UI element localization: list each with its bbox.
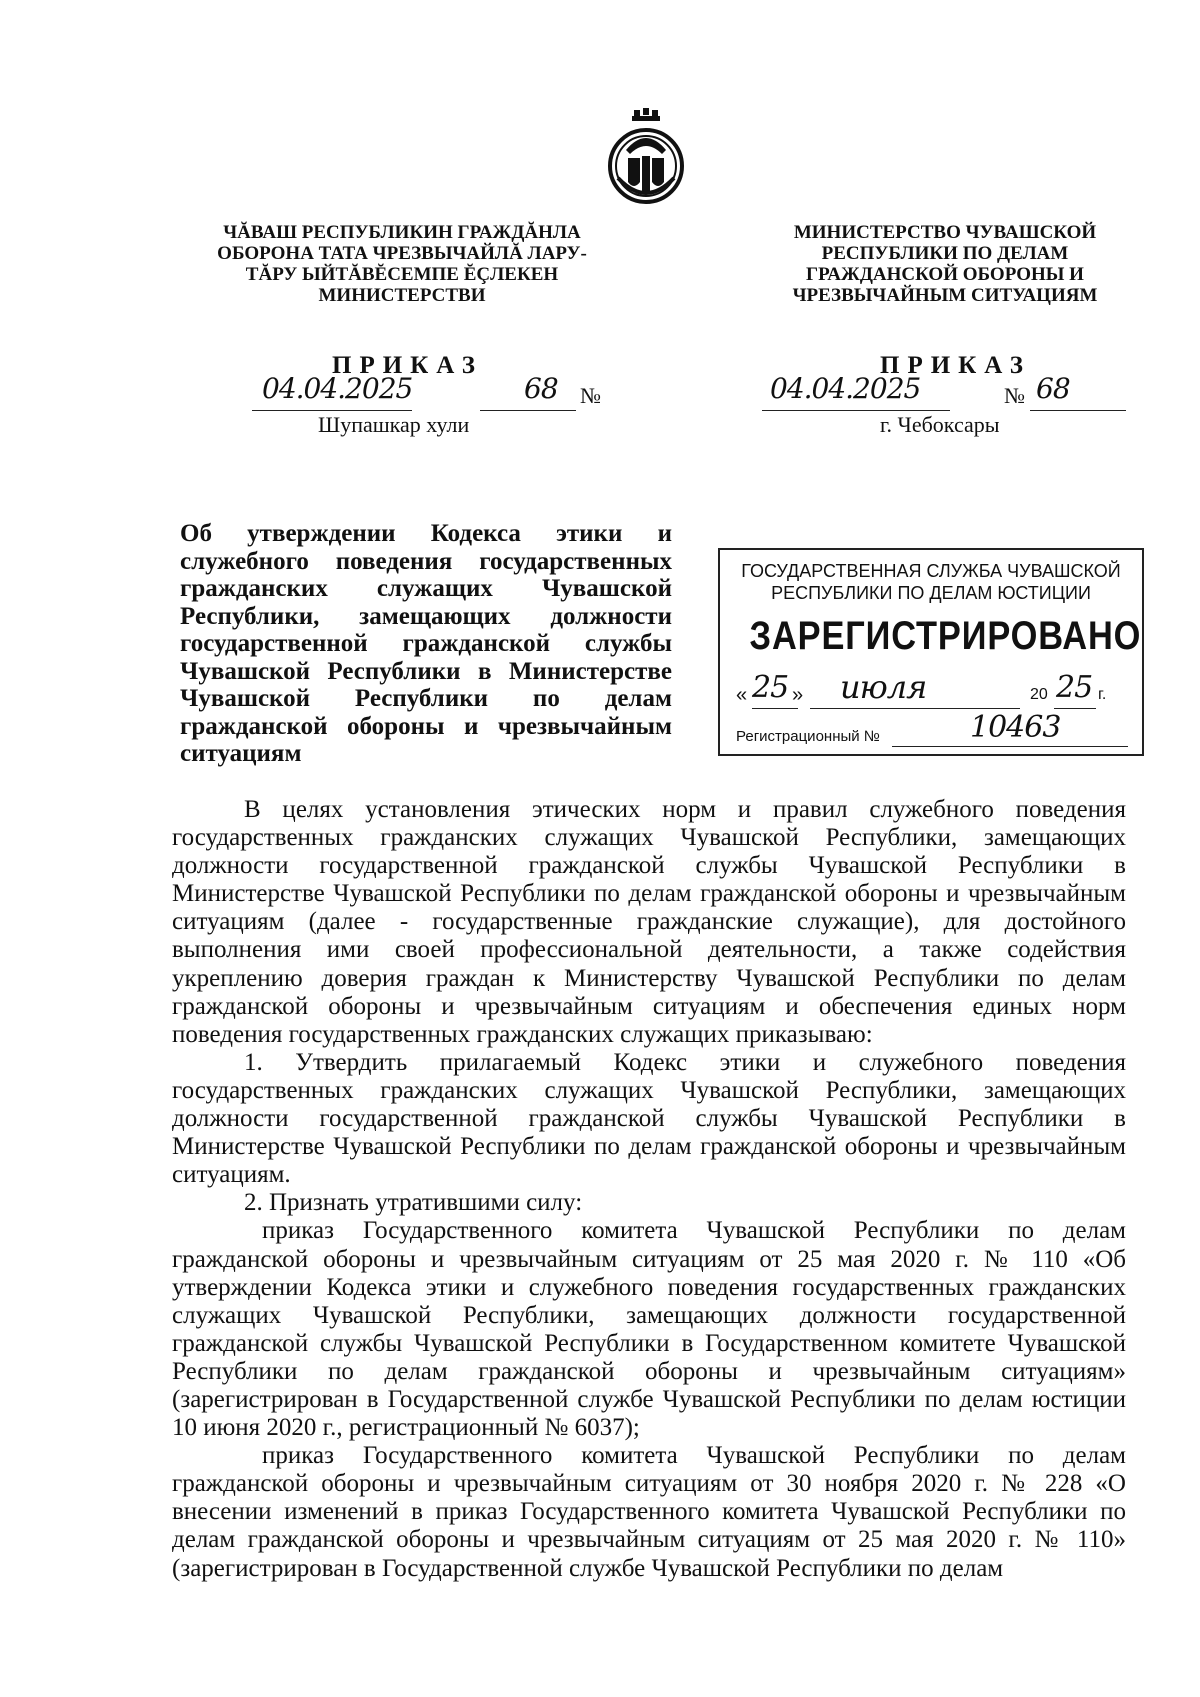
body-paragraph-item-1: 1. Утвердить прилагаемый Кодекс этики и служебного поведения государственных гражданских служащих Чувашской Республики, замещающих должности государственной гражданской службы Чувашской Республики в Министерстве Чувашской Республики по делам гражданской обороны и чрезвычайным ситуациям. xyxy=(172,1048,1126,1189)
stamp-year-prefix: 20 xyxy=(1030,686,1048,703)
handwritten-number-right: 68 xyxy=(1036,372,1070,405)
stamp-reg-label: Регистрационный № xyxy=(736,728,880,745)
handwritten-date-right: 04.04.2025 xyxy=(770,372,921,405)
date-underline-left xyxy=(252,410,412,411)
stamp-year-suffix: 25 xyxy=(1056,670,1093,705)
body-paragraph-repealed-order-2: приказ Государственного комитета Чувашской Республики по делам гражданской обороны и чрезвычайным ситуациям от 30 ноября 2020 г. № 228 «О внесении изменений в приказ Государственного комитета Чувашской Республики по делам гражданской обороны и чрезвычайным ситуациям от 25 мая 2020 г. № 110» (зарегистрирован в Государственной службе Чувашской Республики по делам xyxy=(172,1442,1126,1582)
number-underline-left xyxy=(480,410,576,411)
stamp-status: ЗАРЕГИСТРИРОВАНО xyxy=(749,614,1142,658)
stamp-day-underline xyxy=(752,708,798,709)
body-paragraph-repealed-order-1: приказ Государственного комитета Чувашской Республики по делам гражданской обороны и чрезвычайным ситуациям от 25 мая 2020 г. № 110 «Об утверждении Кодекса этики и служебного поведения государственных гражданских служащих Чувашской Республики, замещающих должности государственной гражданской службы Чувашской Республики в Государственном комитете Чувашской Республики по делам гражданской обороны и чрезвычайным ситуациям» (зарегистрирован в Государственной службе Чувашской Республики по делам юстиции 10 июня 2020 г., регистрационный № 6037); xyxy=(172,1217,1126,1442)
stamp-org-line-1: ГОСУДАРСТВЕННАЯ СЛУЖБА ЧУВАШСКОЙ xyxy=(741,561,1121,581)
city-russian: г. Чебоксары xyxy=(880,412,1000,437)
stamp-reg-underline xyxy=(892,746,1128,747)
document-body xyxy=(172,796,1126,1583)
stamp-year-underline xyxy=(1054,708,1096,709)
stamp-reg-number: 10463 xyxy=(970,710,1061,745)
stamp-month: июля xyxy=(840,668,927,706)
body-paragraph-item-2: 2. Признать утратившими силу: xyxy=(244,1189,583,1217)
stamp-date-row xyxy=(734,668,1134,710)
handwritten-date-left: 04.04.2025 xyxy=(262,372,413,405)
document-subject: Об утверждении Кодекса этики и служебного поведения государственных гражданских служащих Чувашской Республики, замещающих должности государственной гражданской службы Чувашской Республики в Министерстве Чувашской Республики по делам гражданской обороны и чрезвычайным ситуациям xyxy=(180,520,672,767)
stamp-org-line-2: РЕСПУБЛИКИ ПО ДЕЛАМ ЮСТИЦИИ xyxy=(771,583,1091,603)
number-sign-right: № xyxy=(1004,383,1025,408)
stamp-organization xyxy=(720,560,1142,604)
org-name-russian: МИНИСТЕРСТВО ЧУВАШСКОЙ РЕСПУБЛИКИ ПО ДЕЛАМ ГРАЖДАНСКОЙ ОБОРОНЫ И ЧРЕЗВЫЧАЙНЫМ СИТУАЦИЯМ xyxy=(792,222,1098,306)
date-underline-right xyxy=(762,410,950,411)
stamp-quote-open: « xyxy=(736,684,748,706)
stamp-day: 25 xyxy=(752,670,789,705)
number-sign-left: № xyxy=(580,383,601,408)
doc-type-chuvash: ПРИКАЗ xyxy=(332,352,483,379)
handwritten-number-left: 68 xyxy=(524,372,558,405)
city-chuvash: Шупашкар хули xyxy=(318,412,470,437)
stamp-year-unit: г. xyxy=(1098,686,1107,703)
stamp-month-underline xyxy=(810,708,1020,709)
doc-type-russian: ПРИКАЗ xyxy=(880,352,1031,379)
stamp-registration-row xyxy=(734,710,1134,750)
chuvash-coat-of-arms-icon xyxy=(604,108,688,212)
stamp-quote-close: » xyxy=(792,684,804,706)
number-underline-right xyxy=(1030,410,1126,411)
org-name-chuvash: ЧĂВАШ РЕСПУБЛИКИН ГРАЖДĂНЛА ОБОРОНА ТАТА ЧРЕЗВЫЧАЙЛĂ ЛАРУ-ТĂРУ ЫЙТĂВĔСЕМПЕ ĔÇЛЕКЕН МИНИСТЕРСТВИ xyxy=(217,222,587,306)
registration-stamp xyxy=(718,548,1144,756)
body-paragraph-preamble: В целях установления этических норм и правил служебного поведения государственных гражданских служащих Чувашской Республики, замещающих должности государственной гражданской службы Чувашской Республики в Министерстве Чувашской Республики по делам гражданской обороны и чрезвычайным ситуациям (далее - государственные гражданские служащие), для достойного выполнения ими своей профессиональной деятельности, а также содействия укреплению доверия граждан к Министерству Чувашской Республики по делам гражданской обороны и чрезвычайным ситуациям и обеспечения единых норм поведения государственных гражданских служащих приказываю: xyxy=(172,796,1126,1048)
